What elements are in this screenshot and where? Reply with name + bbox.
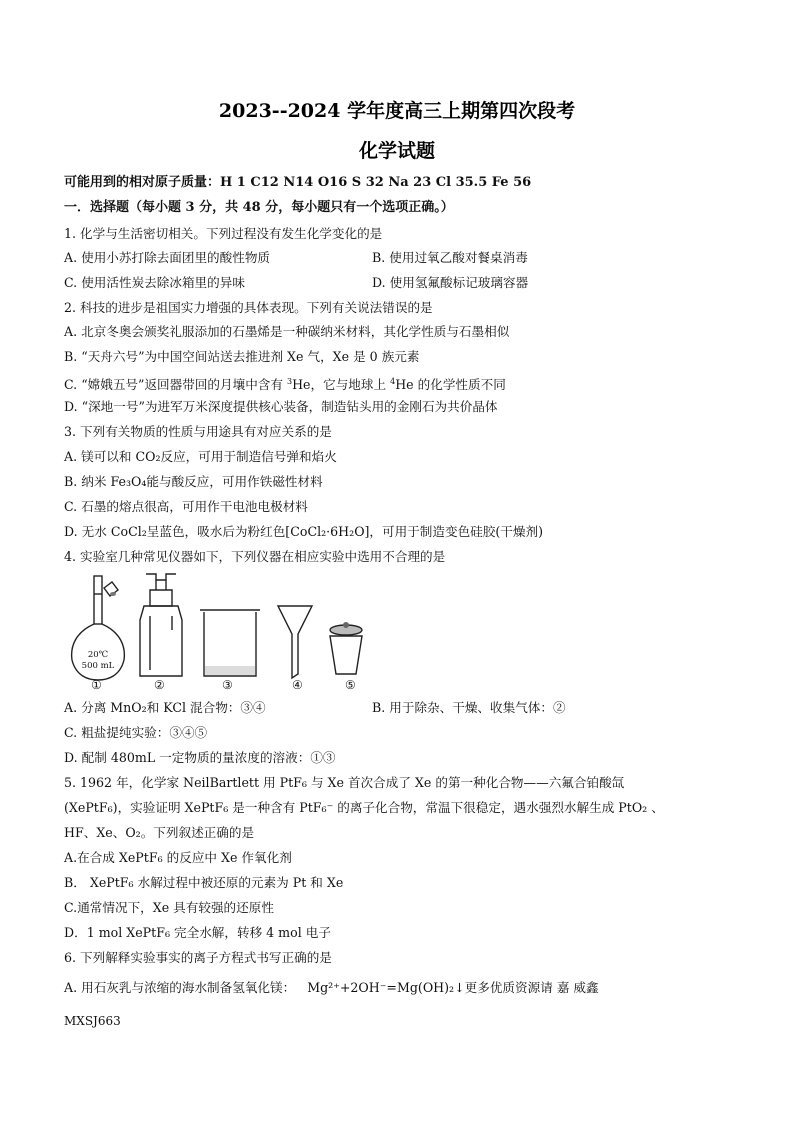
q4-option-a: A. 分离 MnO₂和 KCl 混合物：③④ — [64, 700, 266, 715]
q3-option-a: A. 镁可以和 CO₂反应，可用于制造信号弹和焰火 — [64, 449, 337, 464]
q1-option-c: C. 使用活性炭去除冰箱里的异味 — [64, 275, 245, 290]
q5-option-c: C.通常情况下，Xe 具有较强的还原性 — [64, 900, 274, 915]
q4-option-b: B. 用于除杂、干燥、收集气体：② — [372, 700, 566, 715]
exam-subtitle: 化学试题 — [358, 140, 435, 162]
q1-stem: 1. 化学与生活密切相关。下列过程没有发生化学变化的是 — [64, 226, 383, 241]
q4-stem: 4. 实验室几种常见仪器如下，下列仪器在相应实验中选用不合理的是 — [64, 549, 446, 564]
isotope-mass-4: 4 — [390, 377, 396, 386]
q2-option-a: A. 北京冬奥会颁奖礼服添加的石墨烯是一种碳纳米材料，其化学性质与石墨相似 — [64, 324, 510, 339]
q5-stem-line2: (XePtF₆)，实验证明 XePtF₆ 是一种含有 PtF₆⁻ 的离子化合物，常温下很稳定，遇水强烈水解生成 PtO₂ 、 — [64, 800, 664, 815]
q5-option-b: B． XePtF₆ 水解过程中被还原的元素为 Pt 和 Xe — [64, 875, 344, 890]
q1-option-b: B. 使用过氧乙酸对餐桌消毒 — [372, 250, 528, 265]
q6-option-a-tail: 更多优质资源请 嘉 威鑫 — [464, 980, 599, 995]
apparatus-number-3: ③ — [222, 678, 233, 692]
lab-apparatus-figure — [60, 572, 380, 696]
q6-stem: 6. 下列解释实验事实的离子方程式书写正确的是 — [64, 950, 332, 965]
gas-washing-bottle-icon — [140, 574, 182, 676]
q2-option-b: B. “天舟六号”为中国空间站送去推进剂 Xe 气，Xe 是 0 族元素 — [64, 349, 420, 364]
q1-option-a: A. 使用小苏打除去面团里的酸性物质 — [64, 250, 271, 265]
q5-option-d: D．1 mol XePtF₆ 完全水解，转移 4 mol 电子 — [64, 925, 331, 940]
q2-stem: 2. 科技的进步是祖国实力增强的具体表现。下列有关说法错误的是 — [64, 300, 433, 315]
q6-option-a-equation: Mg²⁺+2OH⁻=Mg(OH)₂↓ — [307, 980, 465, 995]
isotope-mass-3: 3 — [286, 377, 293, 386]
q4-option-d: D. 配制 480mL 一定物质的量浓度的溶液：①③ — [64, 750, 336, 765]
q6-option-a: A. 用石灰乳与浓缩的海水制备氢氧化镁： Mg²⁺+2OH⁻=Mg(OH)₂↓更多优质资源请 嘉 威鑫 — [64, 980, 599, 995]
q5-option-a: A.在合成 XePtF₆ 的反应中 Xe 作氧化剂 — [64, 850, 292, 865]
apparatus-number-5: ⑤ — [345, 678, 356, 692]
q3-stem: 3. 下列有关物质的性质与用途具有对应关系的是 — [64, 424, 332, 439]
q5-stem-line1: 5. 1962 年，化学家 NeilBartlett 用 PtF₆ 与 Xe 首次合成了 Xe 的第一种化合物——六氟合铂酸氙 — [64, 775, 625, 790]
apparatus-number-1: ① — [91, 678, 102, 692]
section-title: 一．选择题（每小题 3 分，共 48 分，每小题只有一个选项正确。） — [64, 200, 454, 215]
atomic-masses: 可能用到的相对原子质量：H 1 C12 N14 O16 S 32 Na 23 Cl 35.5 Fe 56 — [64, 175, 532, 190]
q2-option-c: C. “嫦娥五号”返回器带回的月壤中含有 $^3$He，它与地球上 $^4$He 的化学性质不同 — [64, 377, 506, 393]
beaker-icon — [200, 610, 260, 676]
flask-label-temp: 20℃ — [87, 650, 109, 660]
q1-option-d: D. 使用氢氟酸标记玻璃容器 — [372, 275, 529, 290]
exam-title: 2023--2024 学年度高三上期第四次段考 — [218, 100, 576, 122]
q4-option-c: C. 粗盐提纯实验：③④⑤ — [64, 725, 208, 740]
funnel-icon — [278, 606, 312, 678]
apparatus-number-2: ② — [154, 678, 165, 692]
apparatus-number-4: ④ — [292, 678, 303, 692]
crucible-icon — [330, 622, 362, 674]
q3-option-d: D. 无水 CoCl₂呈蓝色，吸水后为粉红色[CoCl₂·6H₂O]，可用于制造变色硅胶(干燥剂) — [64, 524, 543, 539]
q3-option-b: B. 纳米 Fe₃O₄能与酸反应，可用作铁磁性材料 — [64, 474, 323, 489]
q3-option-c: C. 石墨的熔点很高，可用作干电池电极材料 — [64, 499, 308, 514]
q5-stem-line3: HF、Xe、O₂。下列叙述正确的是 — [64, 825, 255, 840]
flask-label-volume: 500 mL — [81, 661, 115, 671]
q2-option-d: D. “深地一号”为进军万米深度提供核心装备，制造钻头用的金刚石为共价晶体 — [64, 399, 498, 414]
page-footer-code: MXSJ663 — [64, 1014, 121, 1028]
